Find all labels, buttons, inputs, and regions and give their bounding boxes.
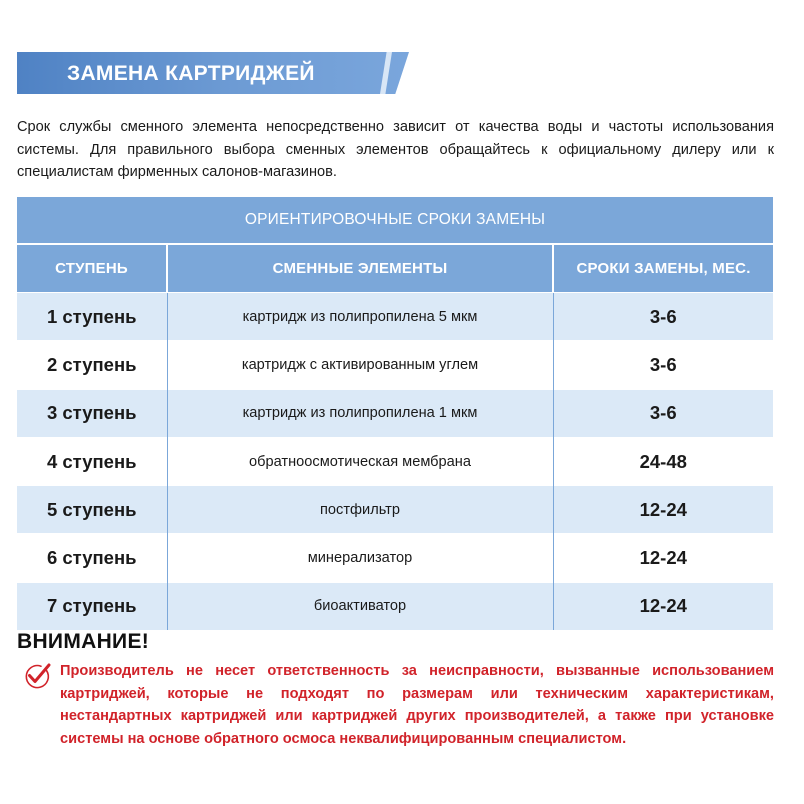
stage-cell: 2 ступень bbox=[17, 341, 167, 389]
term-cell: 12-24 bbox=[553, 486, 773, 534]
table-row bbox=[17, 582, 773, 630]
header-term: СРОКИ ЗАМЕНЫ, МЕС. bbox=[553, 244, 773, 293]
table-row bbox=[17, 293, 773, 341]
term-cell: 3-6 bbox=[553, 341, 773, 389]
stage-cell: 5 ступень bbox=[17, 486, 167, 534]
term-cell: 3-6 bbox=[553, 389, 773, 437]
checkmark-circle-icon bbox=[22, 662, 52, 690]
element-cell: минерализатор bbox=[167, 534, 553, 582]
table-row bbox=[17, 534, 773, 582]
table-header-row bbox=[17, 244, 773, 293]
warning-title: ВНИМАНИЕ! bbox=[17, 630, 150, 653]
term-cell: 12-24 bbox=[553, 534, 773, 582]
stage-cell: 1 ступень bbox=[17, 293, 167, 341]
stage-cell: 4 ступень bbox=[17, 437, 167, 485]
table-caption-row bbox=[17, 197, 773, 244]
header-elements: СМЕННЫЕ ЭЛЕМЕНТЫ bbox=[167, 244, 553, 293]
table-caption: ОРИЕНТИРОВОЧНЫЕ СРОКИ ЗАМЕНЫ bbox=[17, 197, 773, 244]
term-cell: 3-6 bbox=[553, 293, 773, 341]
intro-paragraph: Срок службы сменного элемента непосредственно зависит от качества воды и частоты использования системы. Для правильного выбора сменных элементов обращайтесь к официальному дилеру или к специалистам фирменных салонов-магазинов. bbox=[17, 119, 774, 180]
header-stage: СТУПЕНЬ bbox=[17, 244, 167, 293]
element-cell: картридж с активированным углем bbox=[167, 341, 553, 389]
element-cell: картридж из полипропилена 5 мкм bbox=[167, 293, 553, 341]
stage-cell: 6 ступень bbox=[17, 534, 167, 582]
table-row bbox=[17, 486, 773, 534]
replacement-table bbox=[17, 197, 773, 630]
element-cell: биоактиватор bbox=[167, 582, 553, 630]
warning-text: Производитель не несет ответственность за неисправности, вызванные использованием картриджей, которые не подходят по размерам или техническим характеристикам, нестандартных картриджей или картриджей других производителей, а также при установке системы на основе обратного осмоса неквалифицированным специалистом. bbox=[60, 663, 774, 747]
stage-cell: 7 ступень bbox=[17, 582, 167, 630]
table-row bbox=[17, 389, 773, 437]
element-cell: картридж из полипропилена 1 мкм bbox=[167, 389, 553, 437]
section-title: ЗАМЕНА КАРТРИДЖЕЙ bbox=[67, 62, 315, 85]
table-row bbox=[17, 437, 773, 485]
term-cell: 24-48 bbox=[553, 437, 773, 485]
element-cell: постфильтр bbox=[167, 486, 553, 534]
stage-cell: 3 ступень bbox=[17, 389, 167, 437]
table-row bbox=[17, 341, 773, 389]
term-cell: 12-24 bbox=[553, 582, 773, 630]
element-cell: обратноосмотическая мембрана bbox=[167, 437, 553, 485]
